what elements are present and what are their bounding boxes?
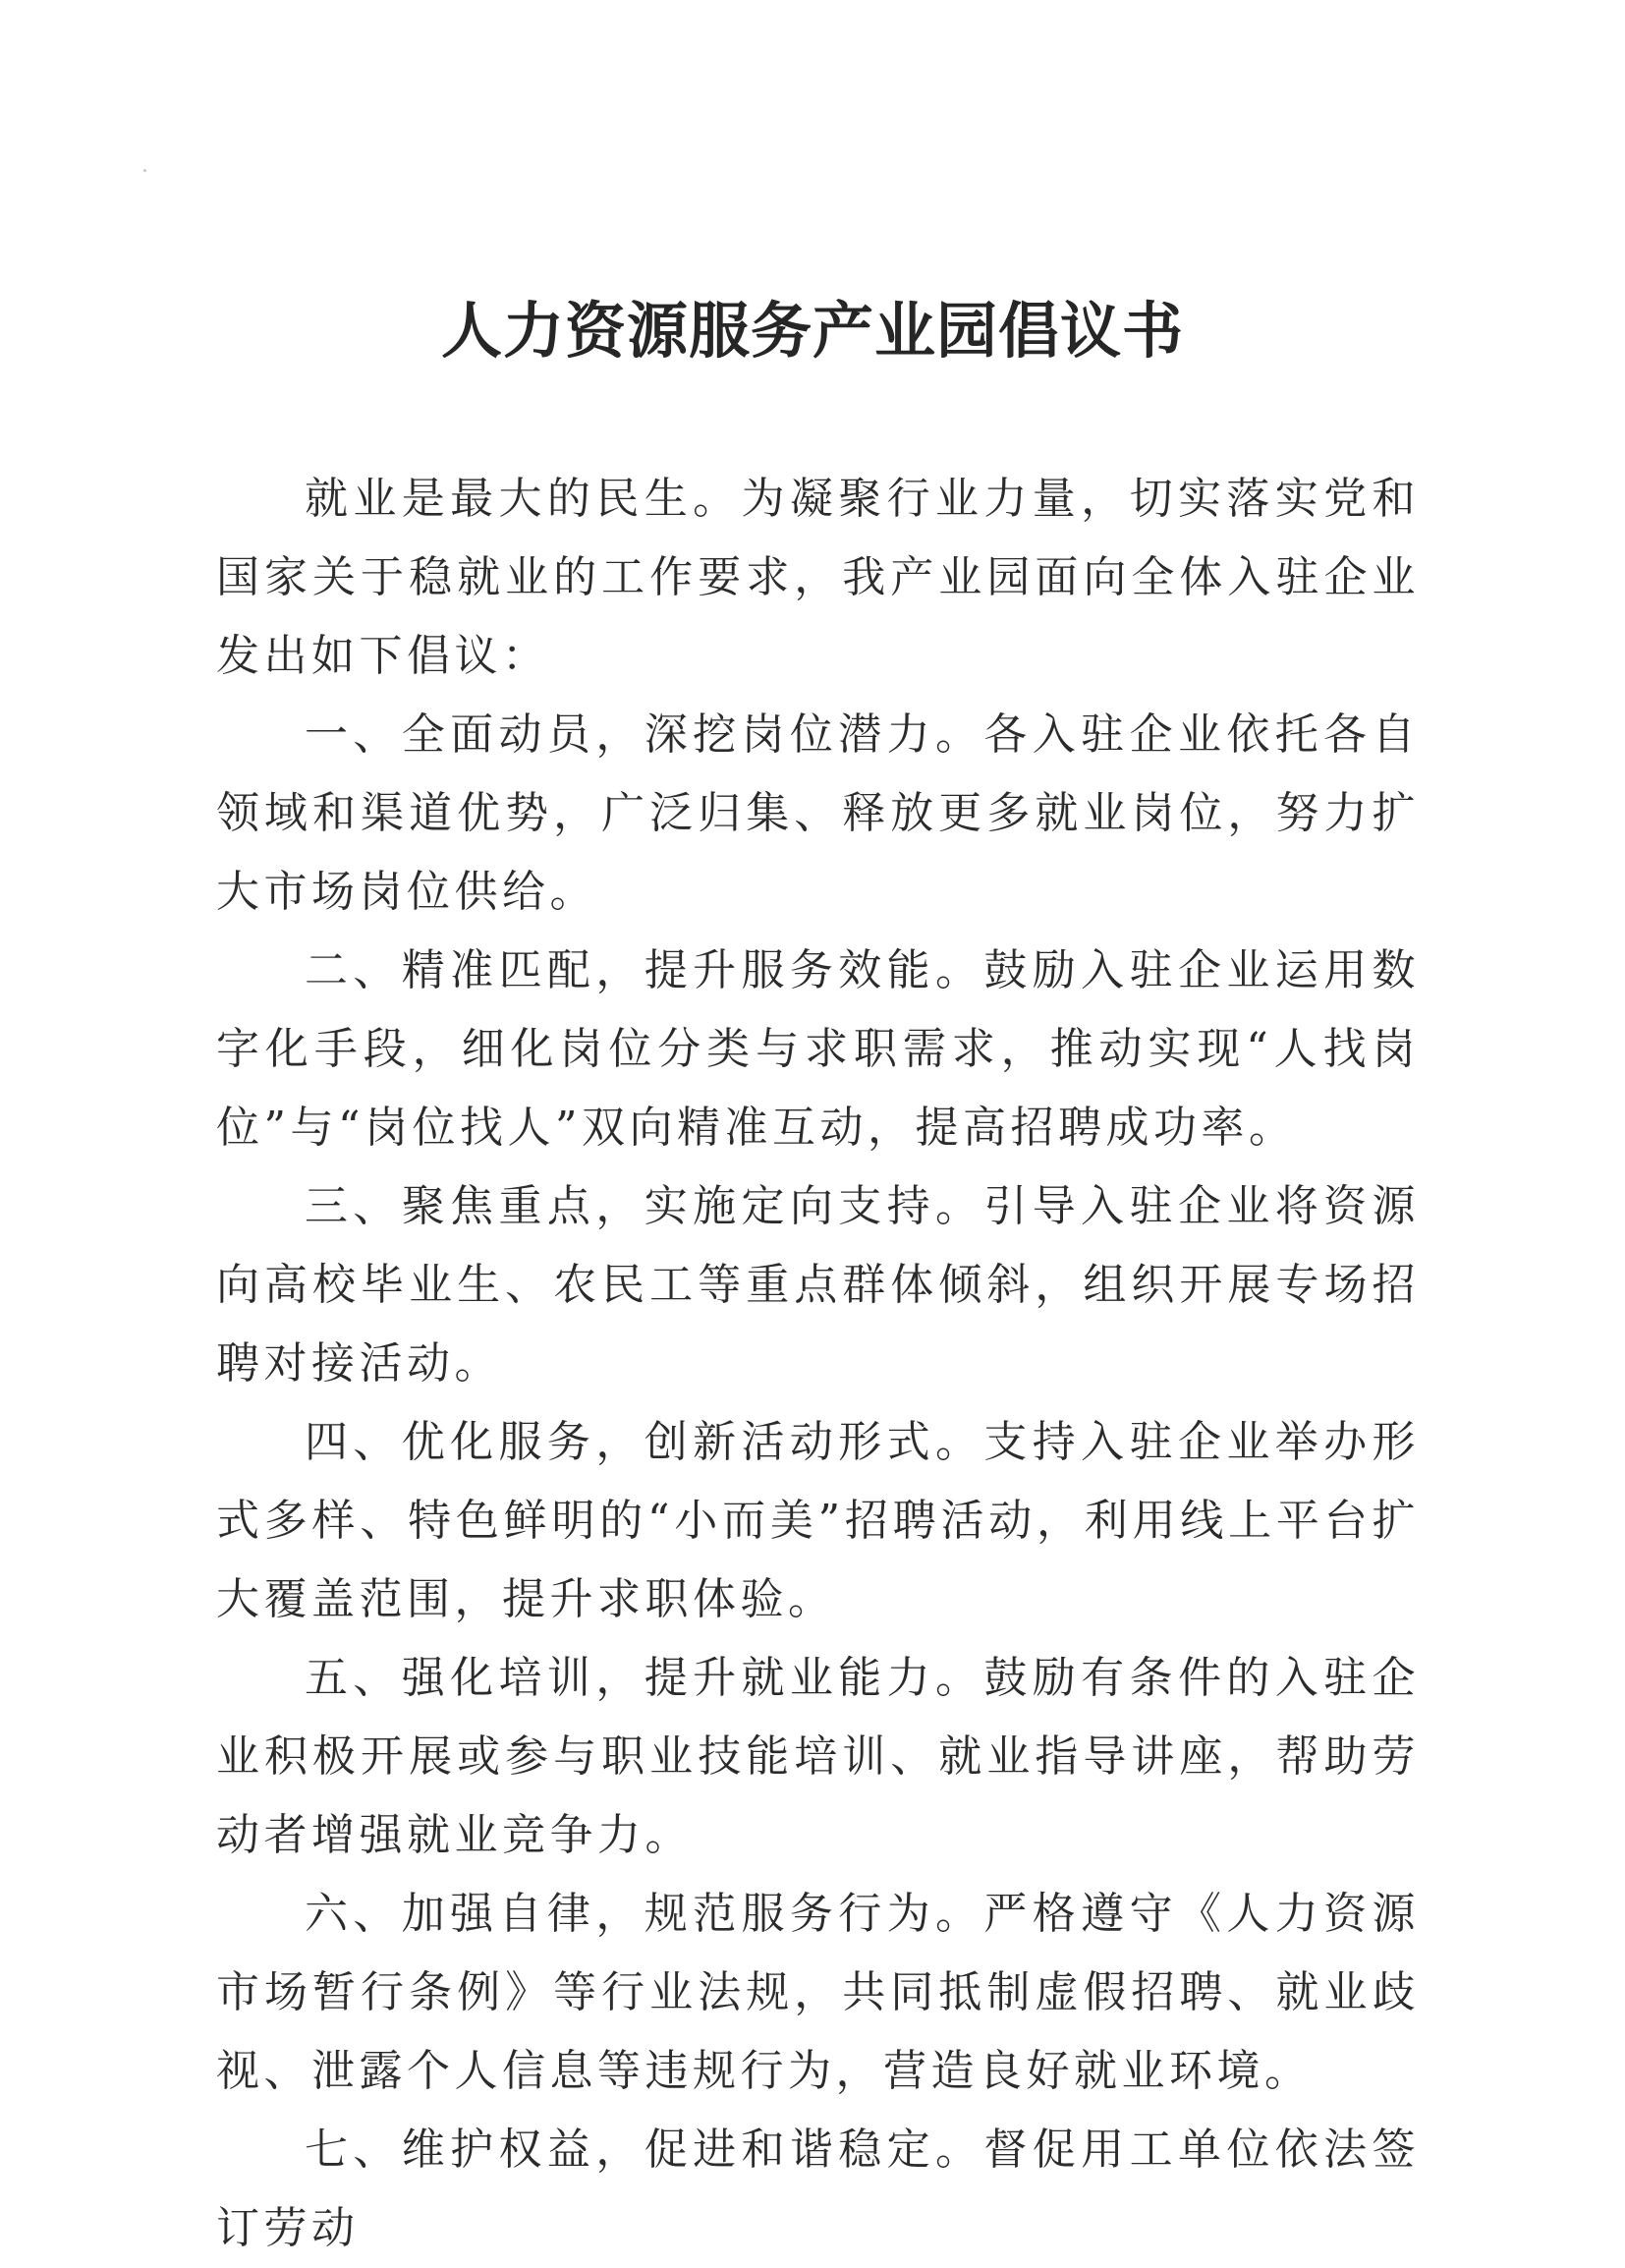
proposal-item-1: 一、全面动员，深挖岗位潜力。各入驻企业依托各自领域和渠道优势，广泛归集、释放更多就业岗位，努力扩大市场岗位供给。 — [216, 709, 1420, 917]
document-body — [216, 460, 1420, 2268]
proposal-item-4: 四、优化服务，创新活动形式。支持入驻企业举办形式多样、特色鲜明的“小而美”招聘活动，利用线上平台扩大覆盖范围，提升求职体验。 — [216, 1417, 1420, 1624]
proposal-item-2: 二、精准匹配，提升服务效能。鼓励入驻企业运用数字化手段，细化岗位分类与求职需求，推动实现“人找岗位”与“岗位找人”双向精准互动，提高招聘成功率。 — [216, 945, 1420, 1153]
scan-speck — [143, 169, 146, 172]
document-title: 人力资源服务产业园倡议书 — [440, 295, 1184, 367]
proposal-item-6: 六、加强自律，规范服务行为。严格遵守《人力资源市场暂行条例》等行业法规，共同抵制虚假招聘、就业歧视、泄露个人信息等违规行为，营造良好就业环境。 — [216, 1889, 1420, 2096]
proposal-item-7: 七、维护权益，促进和谐稳定。督促用工单位依法签订劳动 — [216, 2125, 1420, 2253]
proposal-item-3: 三、聚焦重点，实施定向支持。引导入驻企业将资源向高校毕业生、农民工等重点群体倾斜，组织开展专场招聘对接活动。 — [216, 1181, 1420, 1389]
proposal-item-5: 五、强化培训，提升就业能力。鼓励有条件的入驻企业积极开展或参与职业技能培训、就业指导讲座，帮助劳动者增强就业竞争力。 — [216, 1653, 1420, 1860]
intro-paragraph: 就业是最大的民生。为凝聚行业力量，切实落实党和国家关于稳就业的工作要求，我产业园面向全体入驻企业发出如下倡议： — [216, 474, 1420, 681]
